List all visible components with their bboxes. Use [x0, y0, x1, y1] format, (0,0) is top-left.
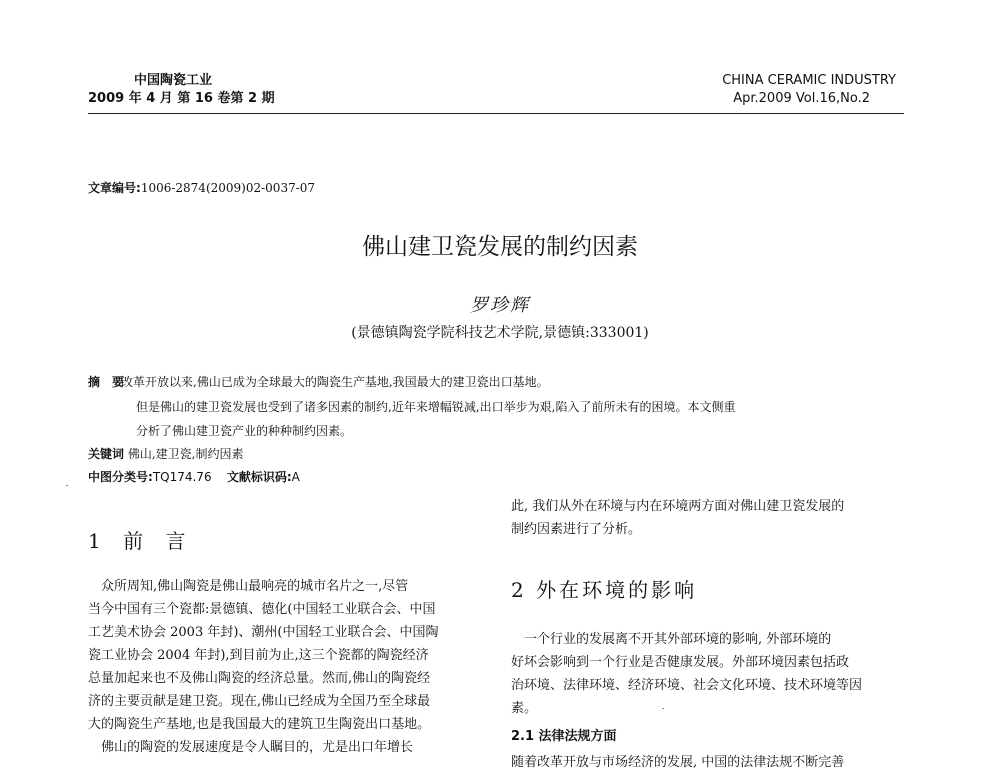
- section-1-heading: 1 前 言: [88, 529, 194, 553]
- issue-info-cn: 2009 年 4 月 第 16 卷第 2 期: [88, 91, 275, 106]
- paragraph-line: 众所周知,佛山陶瓷是佛山最响亮的城市名片之一,尽管: [88, 579, 409, 594]
- paragraph-line: 素。: [511, 701, 538, 716]
- section-2-1-first-line: 随着改革开放与市场经济的发展, 中国的法律法规不断完善: [511, 755, 845, 770]
- keywords-value: 佛山,建卫瓷,制约因素: [124, 447, 244, 461]
- scan-speck: [66, 485, 68, 486]
- issue-info-en: Apr.2009 Vol.16,No.2: [733, 91, 870, 106]
- paragraph-line: 治环境、法律环境、经济环境、社会文化环境、技术环境等因: [511, 678, 863, 693]
- paragraph-line: 大的陶瓷生产基地,也是我国最大的建筑卫生陶瓷出口基地。: [88, 717, 431, 732]
- article-number-label: 文章编号:: [88, 181, 141, 195]
- article-number-value: 1006-2874(2009)02-0037-07: [140, 181, 316, 195]
- keywords: [88, 446, 243, 462]
- section-2-body: [511, 628, 862, 720]
- journal-name-cn: 中国陶瓷工业: [134, 73, 213, 88]
- paragraph-line: 瓷工业协会 2004 年封),到目前为止,这三个瓷都的陶瓷经济: [88, 648, 429, 663]
- author-name: 罗珍辉: [470, 295, 530, 316]
- paragraph-line: 工艺美术协会 2003 年封)、潮州(中国轻工业联合会、中国陶: [88, 625, 439, 640]
- abstract-line: 改革开放以来,佛山已成为全球最大的陶瓷生产基地,我国最大的建卫瓷出口基地。: [121, 375, 549, 389]
- classification-line: [88, 469, 300, 485]
- paragraph-line: 济的主要贡献是建卫瓷。现在,佛山已经成为全国乃至全球最: [88, 694, 431, 709]
- section-2-heading: 2 外在环境的影响: [511, 578, 698, 602]
- paragraph-line: 好坏会影响到一个行业是否健康发展。外部环境因素包括政: [511, 655, 850, 670]
- abstract-line: 但是佛山的建卫瓷发展也受到了诸多因素的制约,近年来增幅锐减,出口举步为艰,陷入了前所未有的困境。本文侧重: [136, 400, 736, 414]
- clc-value: TQ174.76: [152, 470, 212, 484]
- article-number: [88, 179, 315, 196]
- paper-title: 佛山建卫瓷发展的制约因素: [362, 234, 638, 260]
- paragraph-line: 佛山的陶瓷的发展速度是令人瞩目的，尤是出口年增长: [88, 740, 414, 755]
- paragraph-line: 一个行业的发展离不开其外部环境的影响, 外部环境的: [511, 632, 832, 647]
- right-column-intro: [511, 495, 844, 541]
- doc-code-label: 文献标识码:: [226, 470, 292, 484]
- journal-name-en: CHINA CERAMIC INDUSTRY: [722, 73, 896, 88]
- abstract-label: 摘 要: [88, 375, 125, 389]
- paragraph-line: 制约因素进行了分析。: [511, 522, 642, 537]
- doc-code-value: A: [291, 470, 300, 484]
- section-2-1-heading: 2.1 法律法规方面: [511, 729, 617, 744]
- paragraph-line: 总量加起来也不及佛山陶瓷的经济总量。然而,佛山的陶瓷经: [88, 671, 431, 686]
- section-1-body: [88, 575, 488, 759]
- paragraph-line: 此, 我们从外在环境与内在环境两方面对佛山建卫瓷发展的: [511, 499, 845, 514]
- journal-header-cn: [88, 72, 275, 108]
- journal-header-en: [722, 72, 896, 108]
- abstract-line: 分析了佛山建卫瓷产业的种种制约因素。: [136, 424, 353, 438]
- clc-label: 中图分类号:: [88, 470, 153, 484]
- keywords-label: 关键词: [88, 447, 125, 461]
- scan-speck: [662, 708, 664, 709]
- paragraph-line: 当今中国有三个瓷都:景德镇、德化(中国轻工业联合会、中国: [88, 602, 436, 617]
- header-divider: [88, 113, 904, 114]
- author-affiliation: (景德镇陶瓷学院科技艺术学院,景德镇:333001): [351, 325, 649, 341]
